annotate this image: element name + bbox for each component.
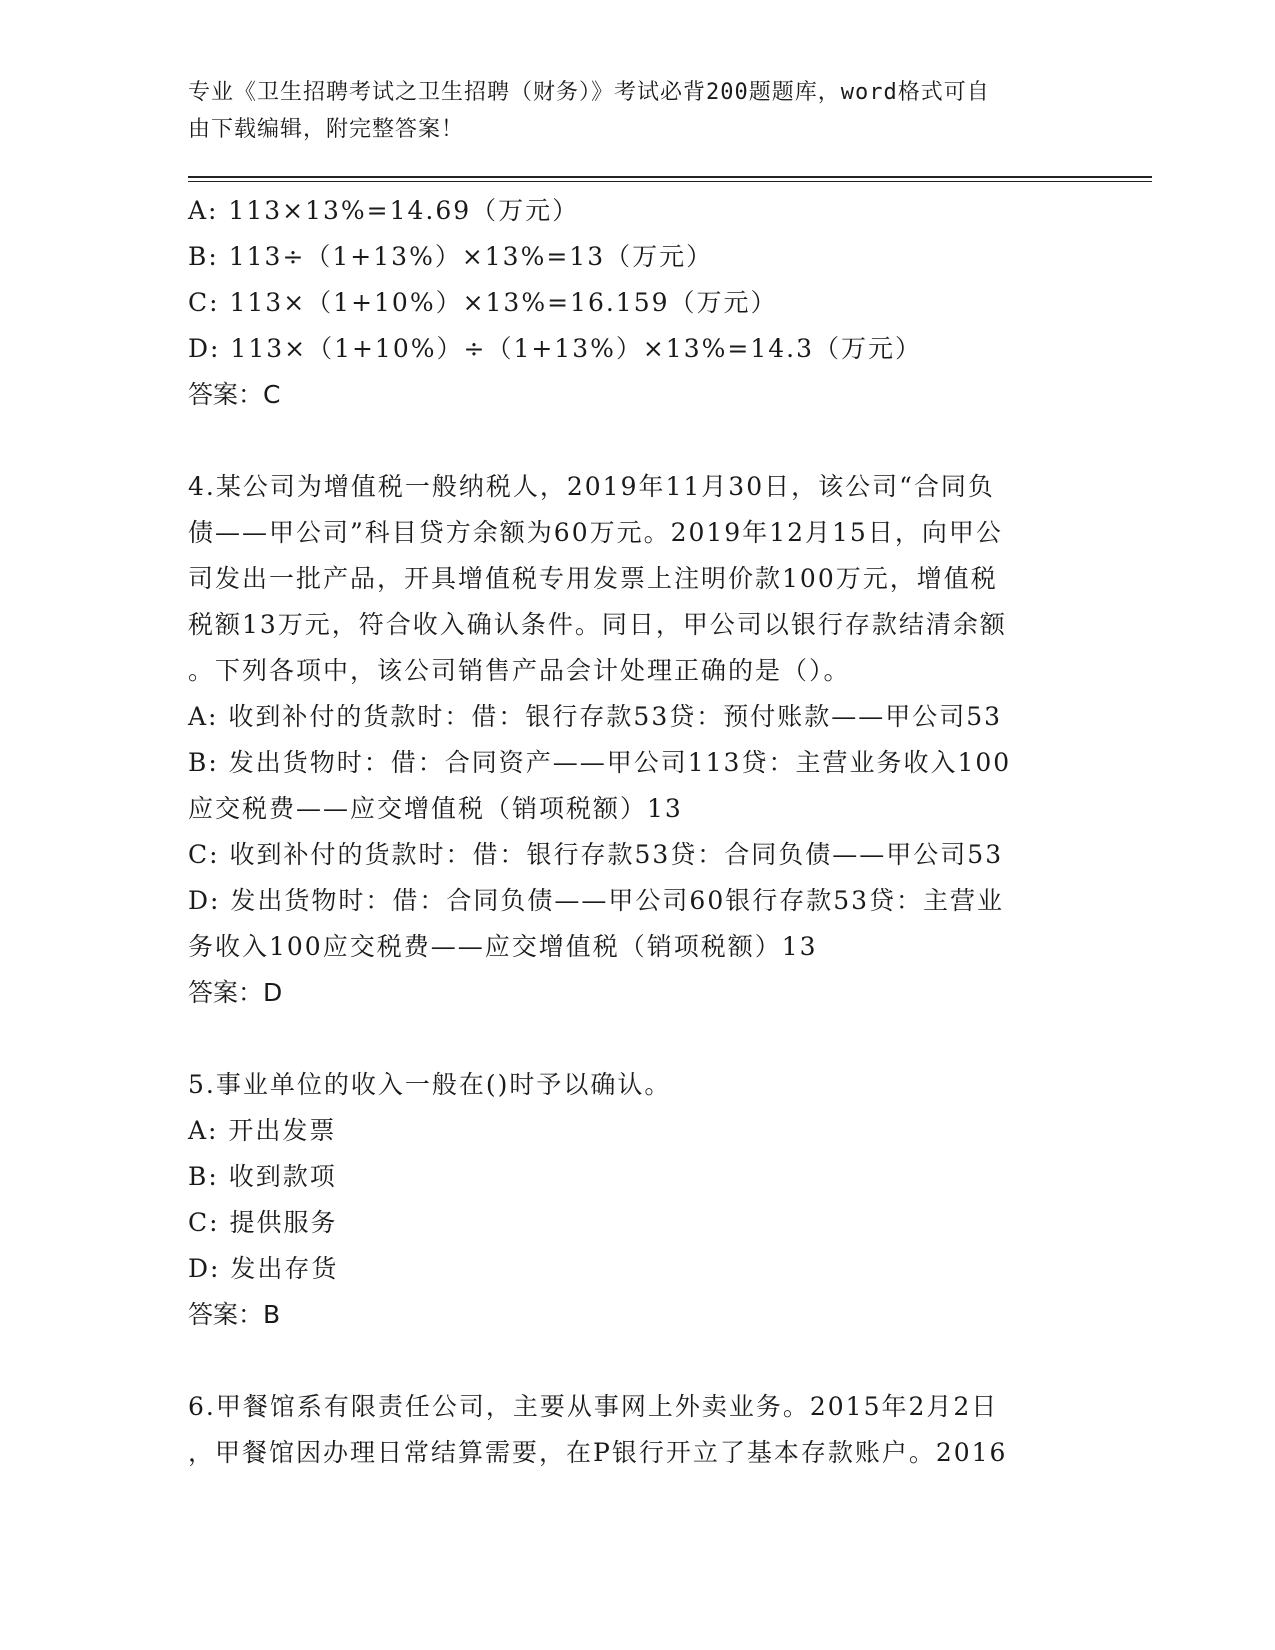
spacer: [188, 1338, 1088, 1384]
q4-stem-line: 4.某公司为增值税一般纳税人，2019年11月30日，该公司“合同负: [188, 472, 995, 501]
q5-option-d: D: 发出存货: [188, 1254, 339, 1283]
q5-option-b: B: 收到款项: [188, 1162, 337, 1191]
q6-stem-line-1: 6.甲餐馆系有限责任公司，主要从事网上外卖业务。2015年2月2日: [188, 1392, 999, 1421]
header-divider-thin: [188, 181, 1152, 182]
header-divider-thick: [188, 176, 1152, 178]
question-3: [188, 188, 1088, 418]
document-body: [188, 188, 1088, 1476]
q4-option-b-line-1: B: 发出货物时：借：合同资产——甲公司113贷：主营业务收入100: [188, 748, 1012, 777]
q4-stem-line: 债——甲公司”科目贷方余额为60万元。2019年12月15日，向甲公: [188, 518, 1003, 547]
q4-option-d-line-1: D: 发出货物时：借：合同负债——甲公司60银行存款53贷：主营业: [188, 886, 1005, 915]
q3-option-d: D: 113×（1+10%）÷（1+13%）×13%=14.3（万元）: [188, 334, 922, 363]
q3-option-c: C: 113×（1+10%）×13%=16.159（万元）: [188, 288, 778, 317]
q4-option-b-line-2: 应交税费——应交增值税（销项税额）13: [188, 794, 683, 823]
q5-option-c: C: 提供服务: [188, 1208, 338, 1237]
question-6: [188, 1384, 1088, 1476]
header-title-line-1: 专业《卫生招聘考试之卫生招聘（财务）》考试必背200题题库，word格式可自: [188, 80, 990, 105]
q4-stem-line: 。下列各项中，该公司销售产品会计处理正确的是（）。: [188, 656, 851, 685]
question-5: [188, 1062, 1088, 1338]
q3-answer: 答案：C: [188, 380, 281, 409]
q4-stem-line: 司发出一批产品，开具增值税专用发票上注明价款100万元，增值税: [188, 564, 998, 593]
q5-stem: 5.事业单位的收入一般在()时予以确认。: [188, 1070, 672, 1099]
q4-stem-line: 税额13万元，符合收入确认条件。同日，甲公司以银行存款结清余额: [188, 610, 1007, 639]
spacer: [188, 1016, 1088, 1062]
q4-option-c: C: 收到补付的货款时：借：银行存款53贷：合同负债——甲公司53: [188, 840, 1004, 869]
document-header: [188, 74, 1068, 148]
q5-answer: 答案：B: [188, 1300, 281, 1329]
q4-answer: 答案：D: [188, 978, 283, 1007]
q3-option-b: B: 113÷（1+13%）×13%=13（万元）: [188, 242, 714, 271]
question-4: [188, 464, 1088, 1016]
q4-option-a: A: 收到补付的货款时：借：银行存款53贷：预付账款——甲公司53: [188, 702, 1003, 731]
spacer: [188, 418, 1088, 464]
q4-option-d-line-2: 务收入100应交税费——应交增值税（销项税额）13: [188, 932, 818, 961]
header-title-line-2: 由下载编辑，附完整答案！: [188, 117, 465, 142]
q3-option-a: A: 113×13%=14.69（万元）: [188, 196, 580, 225]
q5-option-a: A: 开出发票: [188, 1116, 337, 1145]
q6-stem-line-2: ，甲餐馆因办理日常结算需要，在P银行开立了基本存款账户。2016: [188, 1438, 1008, 1467]
